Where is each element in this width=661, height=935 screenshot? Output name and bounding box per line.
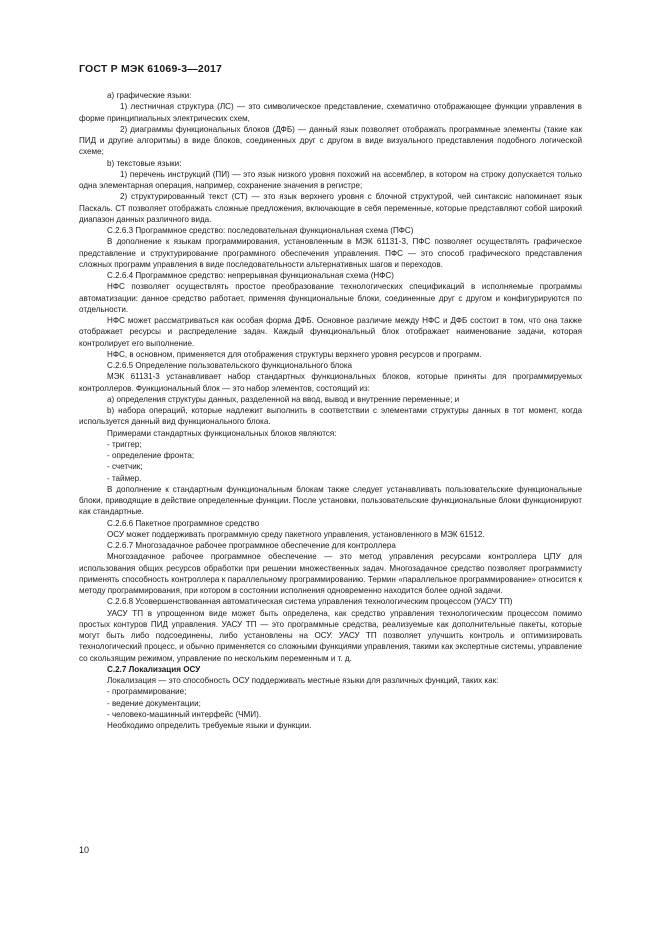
paragraph: a) определения структуры данных, разделенной на ввод, вывод и внутренние переменные; и xyxy=(107,394,460,404)
document-body xyxy=(79,90,582,731)
paragraph: УАСУ ТП в упрощенном виде может быть определена, как средство управления технологическим процессом помимо простых контуров ПИД управления. УАСУ ТП — это программные средства, реализуемые как дополнительные пакеты, которые могут быть либо подсоединены, либо установлены на ОСУ. УАСУ ТП позволяет улучшить контроль и оптимизировать технологический процесс, и обычно применяется со сложными функциями управления, такими как экспертные системы, управление со скользящим режимом, управление по нескольким переменным и т. д. xyxy=(79,608,582,663)
paragraph: 1) лестничная структура (ЛС) — это символическое представление, схематично отображающее функции управления в форме принципиальных электрических схем, xyxy=(79,102,582,123)
paragraph: Многозадачное рабочее программное обеспечение — это метод управления ресурсами контроллера ЦПУ для использования общих ресурсов обработки при решении множественных задач. Многозадачное средство позволяет программисту применять способность контроллера к параллельному программированию. Термин «параллельное программирование» относится к методу программирования, при котором в состоянии исполнения одновременно находится более одной задачи. xyxy=(79,552,582,595)
paragraph: С.2.6.8 Усовершенствованная автоматическая система управления технологическим процессом (УАСУ ТП) xyxy=(107,597,513,607)
paragraph: В дополнение к языкам программирования, установленным в МЭК 61131-3, ПФС позволяет осуществлять графическое представление и структурирование программного обеспечения управления. ПФС — это способ графического представления сложных программ управления в виде последовательности альтернативных шагов и переходов. xyxy=(79,237,582,269)
paragraph: 1) перечень инструкций (ПИ) — это язык низкого уровня похожий на ассемблер, в котором на строку допускается только одна элементарная операция, например, сохранение значения в регистре; xyxy=(79,169,582,190)
paragraph: - определение фронта; xyxy=(107,451,195,460)
paragraph: - счетчик; xyxy=(107,462,143,472)
paragraph: - таймер. xyxy=(107,473,142,483)
paragraph: С.2.6.3 Программное средство: последовательная функциональная схема (ПФС) xyxy=(107,226,414,235)
paragraph: 2) структурированный текст (СТ) — это язык верхнего уровня с блочной структурой, чей синтаксис напоминает язык Паскаль. СТ позволяет отображать сложные предложения, включающие в себя переменные, которые представляют собой широкий диапазон данных различного вида. xyxy=(79,192,582,224)
paragraph: С.2.6.7 Многозадачное рабочее программное обеспечение для контроллера xyxy=(107,541,396,550)
paragraph: b) набора операций, которые надлежит выполнить в соответствии с элементами структуры данных в тот момент, когда используется данный вид функционального блока. xyxy=(79,406,582,427)
paragraph: НФС позволяет осуществлять простое преобразование технологических спецификаций в исполняемые программы автоматизации: данное средство работает, применяя функциональные блоки, соединенные друг с другом и конфигурируются по отдельности. xyxy=(79,282,582,314)
paragraph: НФС может рассматриваться как особая форма ДФБ. Основное различие между НФС и ДФБ состоит в том, что она также отображает ресурсы и распределение задач. Каждый функциональный блок отображает наименование задачи, которая контролирует его выполнение. xyxy=(79,316,582,348)
paragraph: МЭК 61131-3 устанавливает набор стандартных функциональных блоков, которые приняты для программируемых контроллеров. Функциональный блок — это набор элементов, состоящий из: xyxy=(79,372,582,393)
paragraph: С.2.6.4 Программное средство: непрерывная функциональная схема (НФС) xyxy=(107,271,394,280)
paragraph: Необходимо определить требуемые языки и функции. xyxy=(107,721,312,730)
paragraph: Локализация — это способность ОСУ поддерживать местные языки для различных функций, таких как: xyxy=(107,676,499,685)
paragraph: С.2.6.5 Определение пользовательского функционального блока xyxy=(107,361,353,370)
paragraph: Примерами стандартных функциональных блоков являются: xyxy=(107,428,337,438)
paragraph: НФС, в основном, применяется для отображения структуры верхнего уровня ресурсов и программ. xyxy=(107,349,482,359)
paragraph: - ведение документации; xyxy=(107,698,201,708)
paragraph: - триггер; xyxy=(107,439,142,449)
paragraph: С.2.6.6 Пакетное программное средство xyxy=(107,518,260,528)
paragraph: - человеко-машинный интерфейс (ЧМИ). xyxy=(107,709,262,719)
paragraph: 2) диаграммы функциональных блоков (ДФБ) — данный язык позволяет отображать программные элементы (такие как ПИД и другие алгоритмы) в виде блоков, соединенных друг с другом в виде визуального представления подобного логической схеме; xyxy=(79,124,582,157)
paragraph: b) текстовые языки: xyxy=(107,158,182,168)
document-header: ГОСТ Р МЭК 61069-3—2017 xyxy=(79,63,223,75)
paragraph: ОСУ может поддерживать программную среду пакетного управления, установленного в МЭК 61512. xyxy=(107,529,485,539)
page-number: 10 xyxy=(79,845,90,855)
section-heading: С.2.7 Локализация ОСУ xyxy=(107,664,201,674)
paragraph: a) графические языки: xyxy=(107,91,192,100)
paragraph: - программирование; xyxy=(107,687,187,697)
paragraph: В дополнение к стандартным функциональным блокам также следует устанавливать пользовательские функциональные блоки, приводящие в действие определенные функции. После установки, пользовательские функциональные блоки функционируют как стандартные. xyxy=(79,484,582,517)
